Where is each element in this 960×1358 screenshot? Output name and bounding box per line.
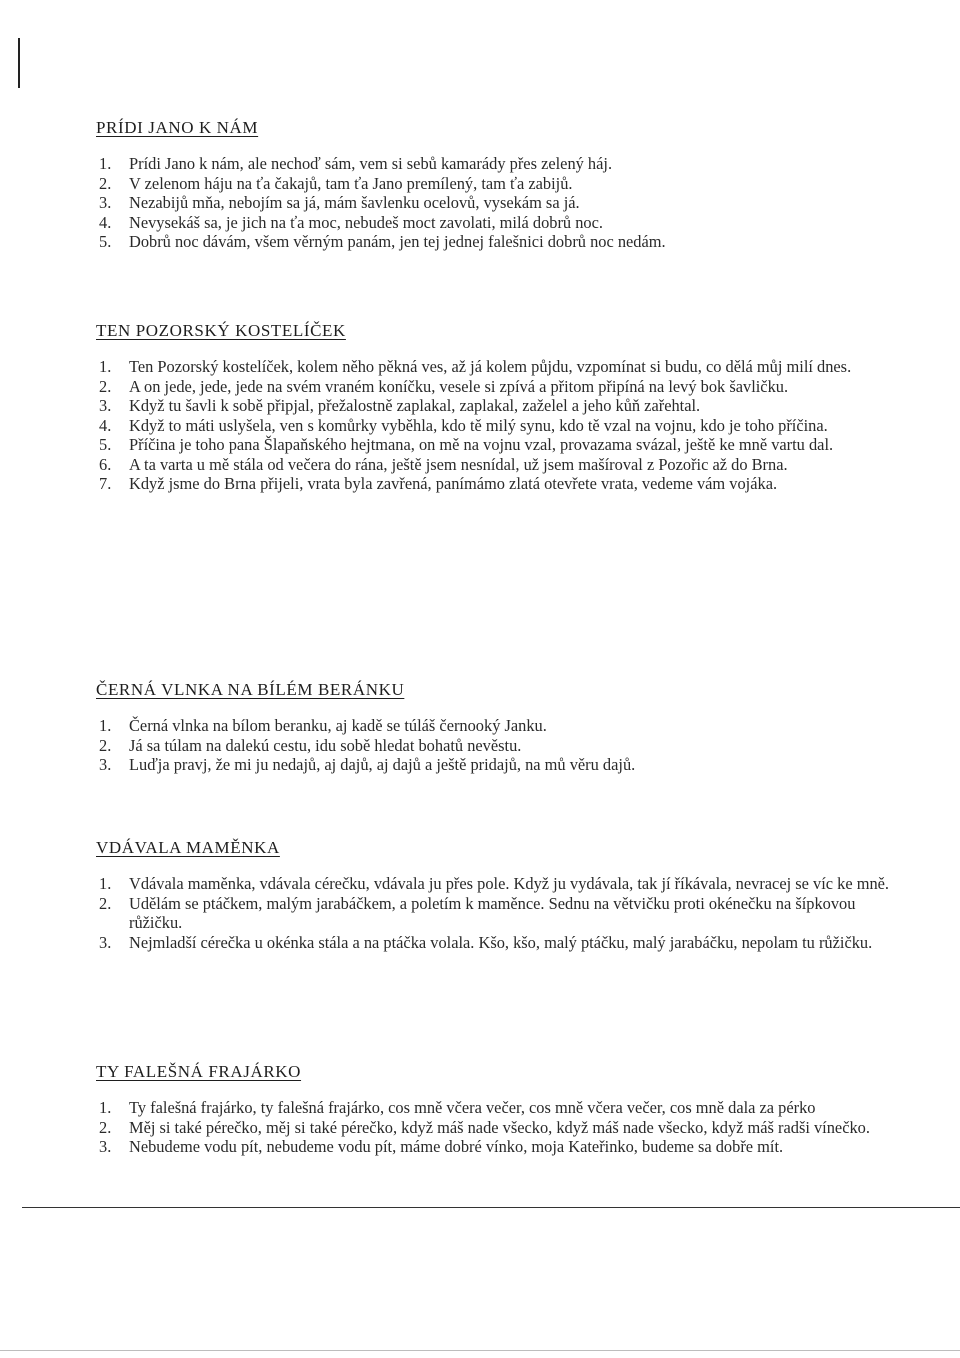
verse-text: Měj si také pérečko, měj si také pérečko, když máš nade všecko, když máš nade všecko, když máš radši vínečko. <box>129 1117 870 1137</box>
verse-item <box>96 232 906 252</box>
song-title: VDÁVALA MAMĚNKA <box>96 838 280 857</box>
song-section-1 <box>96 118 906 252</box>
verse-text: Vdávala maměnka, vdávala cérečku, vdávala ju přes pole. Když ju vydávala, tak jí říkávala, nevracej se víc ke mně. <box>129 874 890 893</box>
verse-item <box>96 357 906 377</box>
song-section-5 <box>96 1062 906 1157</box>
verse-text: A ta varta u mě stála od večera do rána, ještě jsem nesnídal, už jsem mašíroval z Pozořic až do Brna. <box>129 454 788 474</box>
verse-item <box>96 213 906 233</box>
verse-text: Černá vlnka na bílom beranku, aj kadě se túláš černooký Janku. <box>129 716 547 735</box>
left-margin-mark <box>18 38 20 88</box>
song-title: ČERNÁ VLNKA NA BÍLÉM BERÁNKU <box>96 680 405 699</box>
strike-through-line <box>22 1207 960 1208</box>
verse-number: 2. <box>99 1117 112 1137</box>
verse-text: Udělám se ptáčkem, malým jarabáčkem, a poletím k maměnce. Sednu na větvičku proti okénečku na šípkovou růžičku. <box>129 893 856 932</box>
verse-number: 3. <box>99 396 112 415</box>
verse-text: Když jsme do Brna přijeli, vrata byla zavřená, panímámo zlatá otevřete vrata, vedeme vám vojáka. <box>129 474 778 493</box>
verse-number: 6. <box>99 454 112 474</box>
verse-text: Já sa túlam na dalekú cestu, idu sobě hledat bohatů nevěstu. <box>129 735 522 755</box>
verse-number: 1. <box>99 874 112 893</box>
verse-text: Luďja pravj, že mi ju nedajů, aj dajů, aj dajů a ještě pridajů, na mů věru dajů. <box>129 755 636 774</box>
verse-number: 3. <box>99 932 112 952</box>
verse-item <box>96 174 906 194</box>
verse-item <box>96 377 906 397</box>
verse-text: Nebudeme vodu pít, nebudeme vodu pít, máme dobré vínko, moja Kateřinko, budeme sa dobře mít. <box>129 1137 784 1156</box>
verse-item <box>96 1118 906 1138</box>
verse-number: 4. <box>99 212 112 232</box>
verse-number: 2. <box>99 173 112 193</box>
verse-number: 3. <box>99 193 112 212</box>
verse-item <box>96 193 906 213</box>
verse-text: Nevysekáš sa, je jich na ťa moc, nebudeš moct zavolati, milá dobrů noc. <box>129 212 603 232</box>
verse-text: Dobrů noc dávám, všem věrným panám, jen tej jednej falešnici dobrů noc nedám. <box>129 232 666 251</box>
verse-number: 5. <box>99 435 112 454</box>
verse-item <box>96 154 906 174</box>
verse-item <box>96 416 906 436</box>
verse-list <box>96 716 906 775</box>
verse-number: 1. <box>99 1098 112 1117</box>
verse-text: Příčina je toho pana Šlapaňského hejtmana, on mě na vojnu vzal, provazama svázal, ještě ke mně vartu dal. <box>129 435 834 454</box>
verse-item <box>96 716 906 736</box>
verse-item <box>96 736 906 756</box>
song-section-3 <box>96 680 906 775</box>
verse-item <box>96 874 906 894</box>
verse-item <box>96 1137 906 1157</box>
song-title: TY FALEŠNÁ FRAJÁRKO <box>96 1062 302 1081</box>
verse-item <box>96 894 906 933</box>
verse-number: 7. <box>99 474 112 493</box>
verse-list <box>96 874 906 952</box>
verse-text: Ten Pozorský kostelíček, kolem něho pěkná ves, až já kolem půjdu, vzpomínat si budu, co dělá můj milí dnes. <box>129 357 852 376</box>
verse-text: Když to máti uslyšela, ven s komůrky vyběhla, kdo tě milý synu, kdo tě vzal na vojnu, kdo je toho příčina. <box>129 415 828 435</box>
verse-list <box>96 1098 906 1157</box>
verse-list <box>96 154 906 252</box>
verse-item <box>96 435 906 455</box>
verse-text: Prídi Jano k nám, ale nechoď sám, vem si sebů kamarády přes zelený háj. <box>129 154 613 173</box>
verse-item <box>96 396 906 416</box>
song-section-4 <box>96 838 906 952</box>
verse-item <box>96 1098 906 1118</box>
verse-number: 3. <box>99 755 112 774</box>
verse-item <box>96 474 906 494</box>
verse-number: 4. <box>99 415 112 435</box>
verse-number: 1. <box>99 154 112 173</box>
verse-number: 1. <box>99 716 112 735</box>
verse-item <box>96 933 906 953</box>
verse-number: 2. <box>99 893 112 913</box>
page-bottom-edge <box>0 1350 960 1351</box>
song-section-2 <box>96 321 906 494</box>
verse-number: 2. <box>99 376 112 396</box>
verse-number: 3. <box>99 1137 112 1156</box>
verse-text: Nezabijů mňa, nebojím sa já, mám šavlenku ocelovů, vysekám sa já. <box>129 193 580 212</box>
verse-text: Nejmladší cérečka u okénka stála a na ptáčka volala. Kšo, kšo, malý ptáčku, malý jarabáčku, nepolam tu růžičku. <box>129 932 873 952</box>
verse-item <box>96 455 906 475</box>
verse-number: 5. <box>99 232 112 251</box>
verse-text: A on jede, jede, jede na svém vraném koníčku, vesele si zpívá a přitom připíná na levý bok šavličku. <box>129 376 789 396</box>
song-title: PRÍDI JANO K NÁM <box>96 118 259 137</box>
song-title: TEN POZORSKÝ KOSTELÍČEK <box>96 321 346 340</box>
verse-number: 1. <box>99 357 112 376</box>
verse-item <box>96 755 906 775</box>
verse-list <box>96 357 906 494</box>
verse-text: V zelenom háju na ťa čakajů, tam ťa Jano premílený, tam ťa zabijů. <box>129 173 573 193</box>
verse-text: Když tu šavli k sobě připjal, přežalostně zaplakal, zaplakal, zaželel a jeho kůň zařehtal. <box>129 396 701 415</box>
verse-text: Ty falešná frajárko, ty falešná frajárko, cos mně včera večer, cos mně včera večer, cos mně dala za pérko <box>129 1098 816 1117</box>
verse-number: 2. <box>99 735 112 755</box>
